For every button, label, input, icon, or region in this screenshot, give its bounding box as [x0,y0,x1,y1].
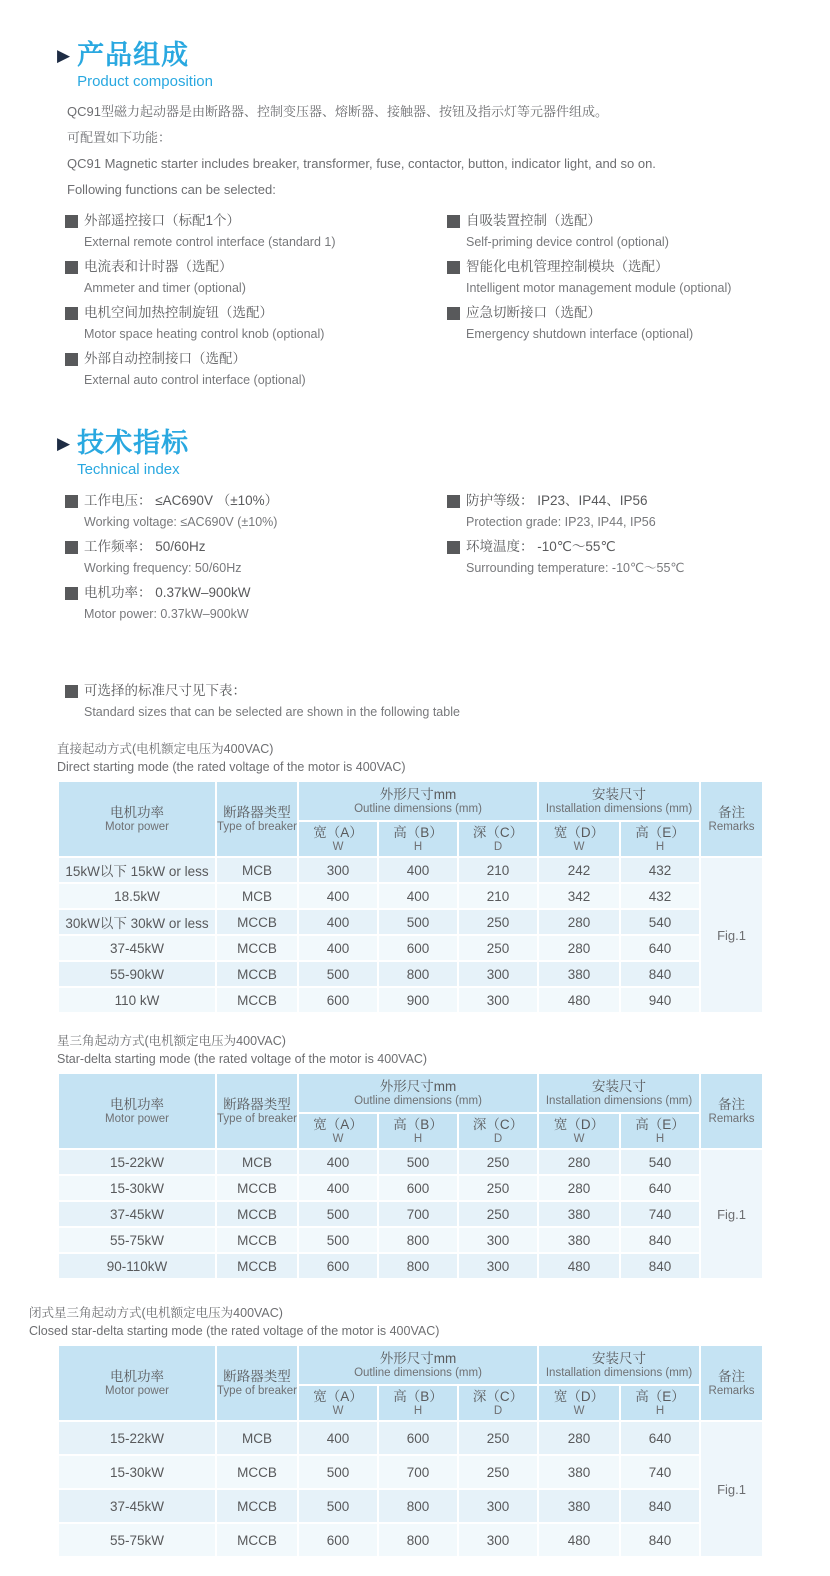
table-cell: 15-30kW [58,1455,216,1489]
square-bullet-icon [65,261,78,274]
table-cell: 300 [458,1227,538,1253]
spec-item [447,536,770,578]
table-row [58,1201,763,1227]
col-header-motor-power: 电机功率 Motor power [58,781,216,857]
triangle-marker-icon: ▶ [57,434,71,453]
table-cell: 55-75kW [58,1523,216,1557]
intro-paragraphs [67,102,770,200]
remark-cell: Fig.1 [700,857,763,1013]
table-cell: 380 [538,1201,620,1227]
table-cell: 500 [298,1201,378,1227]
table-cell: 280 [538,935,620,961]
table-cell: MCB [216,883,298,909]
remark-cell: Fig.1 [700,1149,763,1279]
feature-item [65,302,447,344]
col-subheader-height-e: 高（E） H [620,1385,700,1421]
spec-en: Working frequency: 50/60Hz [84,561,242,575]
table-cell: 250 [458,1421,538,1455]
table-cell: 400 [298,883,378,909]
table-cell: MCCB [216,1489,298,1523]
square-bullet-icon [65,215,78,228]
square-bullet-icon [447,215,460,228]
col-subheader-width-a: 宽（A） W [298,821,378,857]
col-header-installation-dimensions: 安装尺寸 Installation dimensions (mm) [538,781,700,821]
table-cell: 250 [458,935,538,961]
feature-zh: 外部自动控制接口（选配） [84,351,246,366]
square-bullet-icon [65,495,78,508]
col-subheader-height-e: 高（E） H [620,821,700,857]
triangle-marker-icon: ▶ [57,46,71,65]
remark-cell: Fig.1 [700,1421,763,1557]
table-cell: 15-22kW [58,1421,216,1455]
col-header-remarks: 备注 Remarks [700,1345,763,1421]
feature-en: Self-priming device control (optional) [466,235,669,249]
col-subheader-height-b: 高（B） H [378,821,458,857]
table-cell: MCCB [216,935,298,961]
table-cell: 500 [378,1149,458,1175]
spec-item [65,490,447,532]
table-cell: 540 [620,1149,700,1175]
table-title-en: Direct starting mode (the rated voltage of the motor is 400VAC) [57,760,406,774]
paragraph: 可配置如下功能： [67,130,172,145]
table-cell: 800 [378,1253,458,1279]
table-cell: MCB [216,857,298,883]
table-cell: 250 [458,1201,538,1227]
spec-item [65,536,447,578]
table-cell: 250 [458,909,538,935]
feature-zh: 外部遥控接口（标配1个） [84,213,241,228]
square-bullet-icon [447,307,460,320]
feature-zh: 电流表和计时器（选配） [84,259,233,274]
col-subheader-height-e: 高（E） H [620,1113,700,1149]
spec-zh: 电机功率： 0.37kW–900kW [84,585,251,600]
note-en: Standard sizes that can be selected are shown in the following table [84,705,460,719]
table-cell: 280 [538,1149,620,1175]
col-subheader-depth-c: 深（C） D [458,821,538,857]
table-cell: 380 [538,1489,620,1523]
feature-item [65,348,447,390]
table-cell: 250 [458,1455,538,1489]
feature-en: Emergency shutdown interface (optional) [466,327,694,341]
table-row [58,1227,763,1253]
table-cell: MCCB [216,1253,298,1279]
section-technical-index [57,428,770,628]
table-cell: 280 [538,1175,620,1201]
table-cell: 600 [298,1523,378,1557]
table-cell: 800 [378,1227,458,1253]
col-header-installation-dimensions: 安装尺寸 Installation dimensions (mm) [538,1345,700,1385]
feature-en: Intelligent motor management module (optional) [466,281,732,295]
spec-list [65,490,770,628]
dimensions-table-closed-star-delta [57,1344,764,1558]
table-row [58,883,763,909]
feature-zh: 应急切断接口（选配） [466,305,601,320]
table-cell: 640 [620,935,700,961]
table-cell: 380 [538,1227,620,1253]
table-cell: 600 [298,1253,378,1279]
table-block-star-delta [57,1032,770,1280]
table-cell: 250 [458,1175,538,1201]
table-title-en: Star-delta starting mode (the rated voltage of the motor is 400VAC) [57,1052,428,1066]
table-cell: 342 [538,883,620,909]
section-heading [57,40,770,92]
col-header-outline-dimensions: 外形尺寸mm Outline dimensions (mm) [298,781,538,821]
table-cell: 900 [378,987,458,1013]
spec-en: Surrounding temperature: -10℃～55℃ [466,561,685,575]
table-cell: MCCB [216,1201,298,1227]
table-cell: 640 [620,1175,700,1201]
table-cell: 210 [458,857,538,883]
table-cell: 15-30kW [58,1175,216,1201]
table-cell: 300 [458,1523,538,1557]
col-header-installation-dimensions: 安装尺寸 Installation dimensions (mm) [538,1073,700,1113]
table-block-closed-star-delta [29,1304,770,1558]
table-cell: 280 [538,1421,620,1455]
table-cell: MCCB [216,1175,298,1201]
table-cell: 700 [378,1455,458,1489]
feature-en: Motor space heating control knob (optional) [84,327,325,341]
table-cell: 480 [538,1253,620,1279]
spec-en: Working voltage: ≤AC690V (±10%) [84,515,278,529]
table-cell: 500 [298,961,378,987]
table-cell: 800 [378,1523,458,1557]
col-header-breaker: 断路器类型 Type of breaker [216,1345,298,1421]
col-header-motor-power: 电机功率 Motor power [58,1345,216,1421]
table-cell: 250 [458,1149,538,1175]
table-cell: 400 [298,1149,378,1175]
feature-en: Ammeter and timer (optional) [84,281,246,295]
table-cell: 740 [620,1455,700,1489]
square-bullet-icon [65,353,78,366]
table-cell: 380 [538,961,620,987]
table-title-zh: 直接起动方式(电机额定电压为400VAC) [57,742,274,756]
col-subheader-height-b: 高（B） H [378,1385,458,1421]
col-subheader-depth-c: 深（C） D [458,1385,538,1421]
note-zh: 可选择的标准尺寸见下表： [84,683,246,698]
table-cell: 280 [538,909,620,935]
table-cell: 300 [458,1253,538,1279]
table-cell: 242 [538,857,620,883]
col-subheader-width-d: 宽（D） W [538,1113,620,1149]
table-cell: 800 [378,1489,458,1523]
table-cell: MCB [216,1421,298,1455]
table-cell: 500 [298,1227,378,1253]
square-bullet-icon [447,261,460,274]
spec-zh: 工作电压： ≤AC690V （±10%） [84,493,279,508]
section-subtitle: Product composition [77,73,213,90]
table-cell: 840 [620,961,700,987]
table-cell: MCCB [216,987,298,1013]
table-cell: 600 [378,935,458,961]
table-cell: 432 [620,857,700,883]
square-bullet-icon [65,685,78,698]
table-cell: 37-45kW [58,1489,216,1523]
table-cell: 600 [378,1421,458,1455]
table-cell: 600 [378,1175,458,1201]
col-header-breaker: 断路器类型 Type of breaker [216,1073,298,1149]
col-header-breaker: 断路器类型 Type of breaker [216,781,298,857]
table-cell: 600 [298,987,378,1013]
table-cell: 640 [620,1421,700,1455]
feature-zh: 智能化电机管理控制模块（选配） [466,259,669,274]
table-cell: MCCB [216,1455,298,1489]
table-cell: 400 [378,883,458,909]
table-cell: 840 [620,1253,700,1279]
table-cell: 300 [298,857,378,883]
feature-item [447,210,770,252]
table-row [58,1175,763,1201]
feature-en: External auto control interface (optional) [84,373,306,387]
square-bullet-icon [65,307,78,320]
table-cell: 18.5kW [58,883,216,909]
table-row [58,1455,763,1489]
table-title-zh: 闭式星三角起动方式(电机额定电压为400VAC) [29,1306,283,1320]
table-cell: 55-75kW [58,1227,216,1253]
table-cell: 300 [458,1489,538,1523]
table-row [58,1523,763,1557]
table-cell: 400 [298,935,378,961]
table-cell: 55-90kW [58,961,216,987]
table-cell: 15-22kW [58,1149,216,1175]
paragraph: QC91 Magnetic starter includes breaker, transformer, fuse, contactor, button, indicator light, and so on. [67,156,656,171]
feature-zh: 电机空间加热控制旋钮（选配） [84,305,273,320]
spec-zh: 环境温度： -10℃～55℃ [466,539,616,554]
spec-item [447,490,770,532]
table-cell: 480 [538,1523,620,1557]
col-header-motor-power: 电机功率 Motor power [58,1073,216,1149]
table-cell: 30kW以下 30kW or less [58,909,216,935]
feature-en: External remote control interface (standard 1) [84,235,336,249]
table-cell: 840 [620,1489,700,1523]
table-cell: 400 [378,857,458,883]
dimensions-table-star-delta [57,1072,764,1280]
table-cell: 15kW以下 15kW or less [58,857,216,883]
table-cell: MCCB [216,909,298,935]
table-cell: 700 [378,1201,458,1227]
table-cell: 740 [620,1201,700,1227]
col-subheader-width-a: 宽（A） W [298,1385,378,1421]
table-cell: 210 [458,883,538,909]
table-cell: 500 [378,909,458,935]
table-cell: 800 [378,961,458,987]
table-cell: MCCB [216,961,298,987]
col-header-outline-dimensions: 外形尺寸mm Outline dimensions (mm) [298,1345,538,1385]
table-cell: MCCB [216,1523,298,1557]
square-bullet-icon [65,541,78,554]
table-cell: MCB [216,1149,298,1175]
table-row [58,961,763,987]
table-cell: 500 [298,1489,378,1523]
table-cell: 380 [538,1455,620,1489]
table-cell: 400 [298,1421,378,1455]
table-cell: 840 [620,1523,700,1557]
table-cell: 540 [620,909,700,935]
table-cell: 37-45kW [58,935,216,961]
table-cell: MCCB [216,1227,298,1253]
table-row [58,935,763,961]
col-subheader-depth-c: 深（C） D [458,1113,538,1149]
section-title: 技术指标 [77,428,190,458]
table-title-zh: 星三角起动方式(电机额定电压为400VAC) [57,1034,286,1048]
feature-item [65,256,447,298]
spec-en: Protection grade: IP23, IP44, IP56 [466,515,656,529]
table-cell: 500 [298,1455,378,1489]
table-cell: 940 [620,987,700,1013]
square-bullet-icon [65,587,78,600]
square-bullet-icon [447,541,460,554]
spec-zh: 防护等级： IP23、IP44、IP56 [466,493,648,508]
col-header-remarks: 备注 Remarks [700,781,763,857]
table-title-en: Closed star-delta starting mode (the rated voltage of the motor is 400VAC) [29,1324,440,1338]
table-block-direct-starting [57,740,770,1014]
table-cell: 110 kW [58,987,216,1013]
col-subheader-width-a: 宽（A） W [298,1113,378,1149]
feature-item [447,256,770,298]
spec-zh: 工作频率： 50/60Hz [84,539,206,554]
table-cell: 432 [620,883,700,909]
col-subheader-width-d: 宽（D） W [538,1385,620,1421]
feature-item [447,302,770,344]
section-heading [57,428,770,480]
spec-item [65,582,447,624]
table-row [58,1149,763,1175]
table-row [58,857,763,883]
dimensions-table-direct [57,780,764,1014]
square-bullet-icon [447,495,460,508]
table-cell: 90-110kW [58,1253,216,1279]
table-row [58,987,763,1013]
spec-en: Motor power: 0.37kW–900kW [84,607,249,621]
col-header-remarks: 备注 Remarks [700,1073,763,1149]
standard-sizes-note [65,680,770,722]
table-cell: 400 [298,909,378,935]
table-cell: 480 [538,987,620,1013]
feature-list [65,210,770,394]
table-row [58,1421,763,1455]
table-row [58,909,763,935]
table-row [58,1489,763,1523]
paragraph: QC91型磁力起动器是由断路器、控制变压器、熔断器、接触器、按钮及指示灯等元器件组成。 [67,104,608,119]
table-cell: 400 [298,1175,378,1201]
col-subheader-height-b: 高（B） H [378,1113,458,1149]
col-subheader-width-d: 宽（D） W [538,821,620,857]
section-subtitle: Technical index [77,461,180,478]
table-row [58,1253,763,1279]
table-cell: 37-45kW [58,1201,216,1227]
paragraph: Following functions can be selected: [67,182,276,197]
section-product-composition [57,40,770,394]
section-title: 产品组成 [77,40,190,70]
feature-zh: 自吸装置控制（选配） [466,213,601,228]
table-cell: 300 [458,961,538,987]
col-header-outline-dimensions: 外形尺寸mm Outline dimensions (mm) [298,1073,538,1113]
feature-item [65,210,447,252]
table-cell: 840 [620,1227,700,1253]
table-cell: 300 [458,987,538,1013]
